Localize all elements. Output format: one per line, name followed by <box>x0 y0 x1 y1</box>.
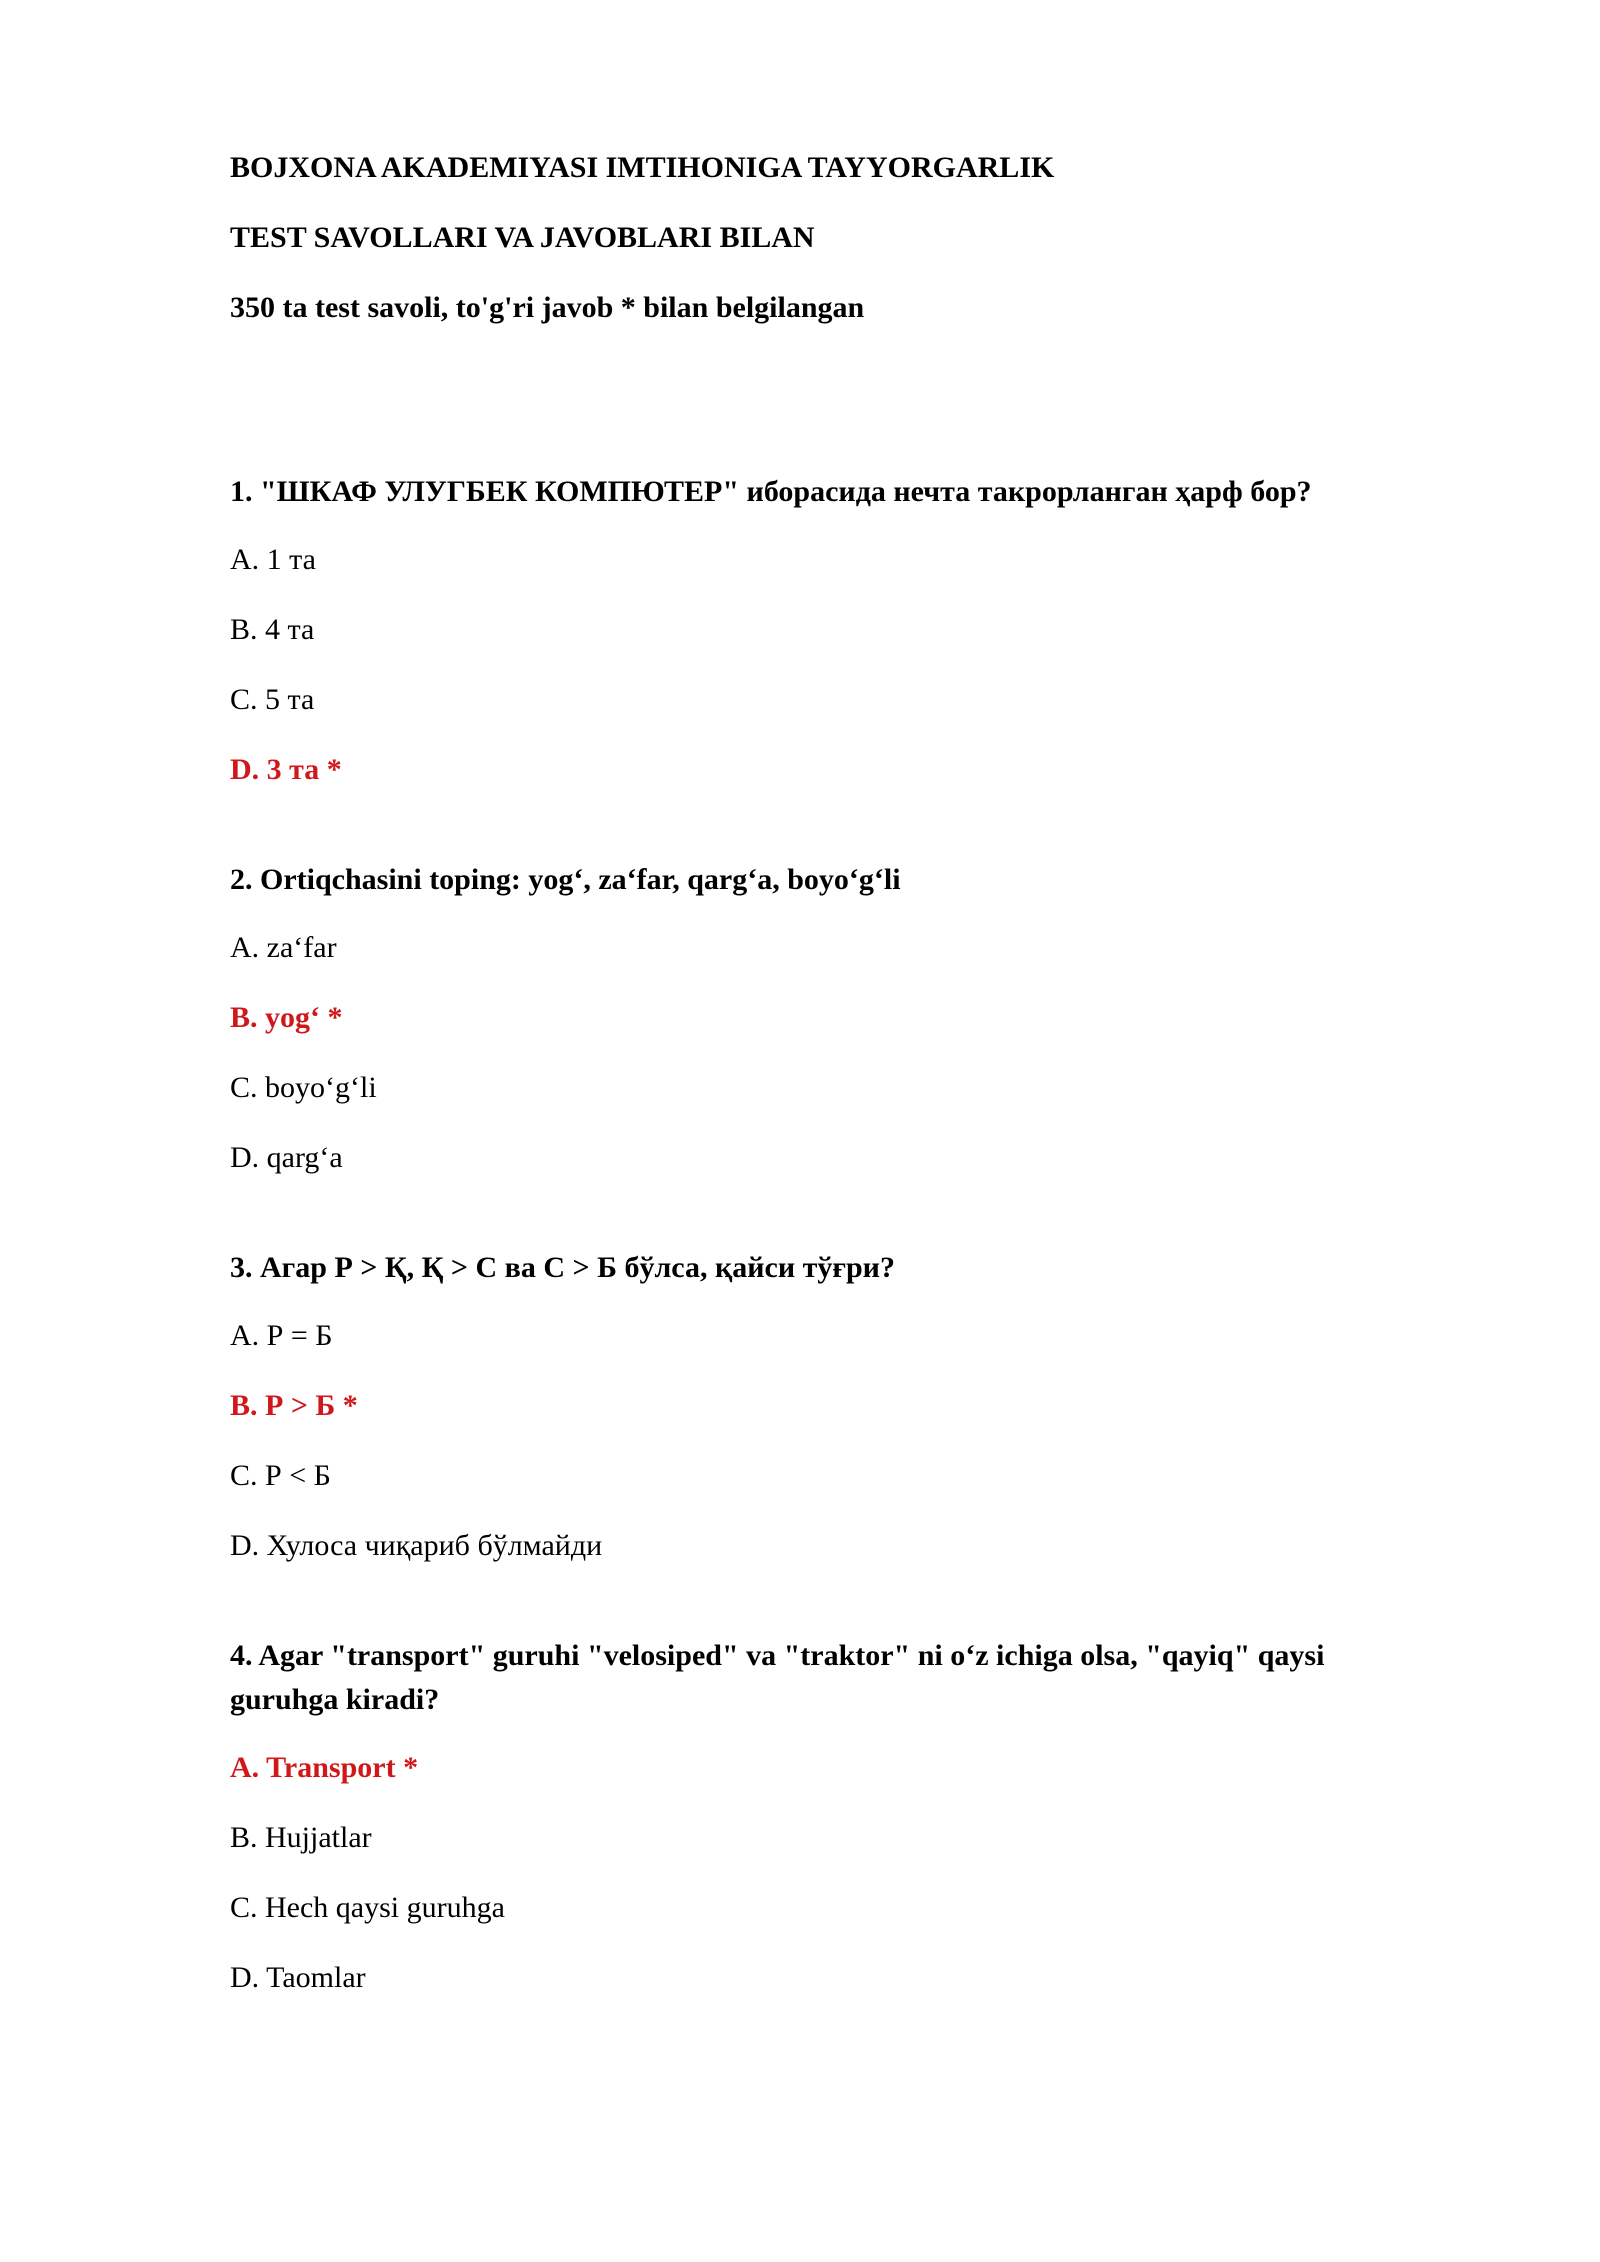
answer-option-d: D. Taomlar <box>230 1961 366 1994</box>
question-text: 2. Ortiqchasini toping: yog‘, za‘far, qarg‘a, boyo‘g‘li <box>230 863 901 896</box>
document-note: 350 ta test savoli, to'g'ri javob * bilan belgilangan <box>230 291 865 324</box>
question-text: 3. Агар Р > Қ, Қ > С ва С > Б бўлса, қайси тўғри? <box>230 1251 895 1284</box>
question-list <box>230 470 1430 1998</box>
answer-option-b: B. Hujjatlar <box>230 1821 372 1854</box>
document-subtitle: TEST SAVOLLARI VA JAVOBLARI BILAN <box>230 221 815 254</box>
answer-option-b: B. yog‘ * <box>230 1001 343 1034</box>
question-1 <box>230 470 1430 790</box>
answer-option-c: C. Hech qaysi guruhga <box>230 1891 505 1924</box>
question-3 <box>230 1246 1430 1566</box>
answer-option-d: D. 3 та * <box>230 753 342 786</box>
answer-option-d: D. qarg‘a <box>230 1141 343 1174</box>
answer-option-d: D. Хулоса чиқариб бўлмайди <box>230 1529 603 1562</box>
question-4 <box>230 1634 1430 1998</box>
answer-option-a: A. Р = Б <box>230 1319 333 1352</box>
answer-option-b: B. 4 та <box>230 613 315 646</box>
answer-option-c: C. 5 та <box>230 683 315 716</box>
question-text: 4. Agar "transport" guruhi "velosiped" va "traktor" ni o‘z ichiga olsa, "qayiq" qaysi guruhga kiradi? <box>230 1639 1325 1716</box>
document-page <box>230 148 1430 2066</box>
question-text: 1. "ШКАФ УЛУГБЕК КОМПЮТЕР" иборасида нечта такрорланган ҳарф бор? <box>230 475 1312 508</box>
answer-option-c: C. boyo‘g‘li <box>230 1071 377 1104</box>
answer-option-a: A. Transport * <box>230 1751 419 1784</box>
answer-option-c: C. Р < Б <box>230 1459 331 1492</box>
question-2 <box>230 858 1430 1178</box>
answer-option-b: B. Р > Б * <box>230 1389 358 1422</box>
answer-option-a: A. 1 та <box>230 543 316 576</box>
answer-option-a: A. za‘far <box>230 931 337 964</box>
document-title: BOJXONA AKADEMIYASI IMTIHONIGA TAYYORGARLIK <box>230 151 1055 184</box>
